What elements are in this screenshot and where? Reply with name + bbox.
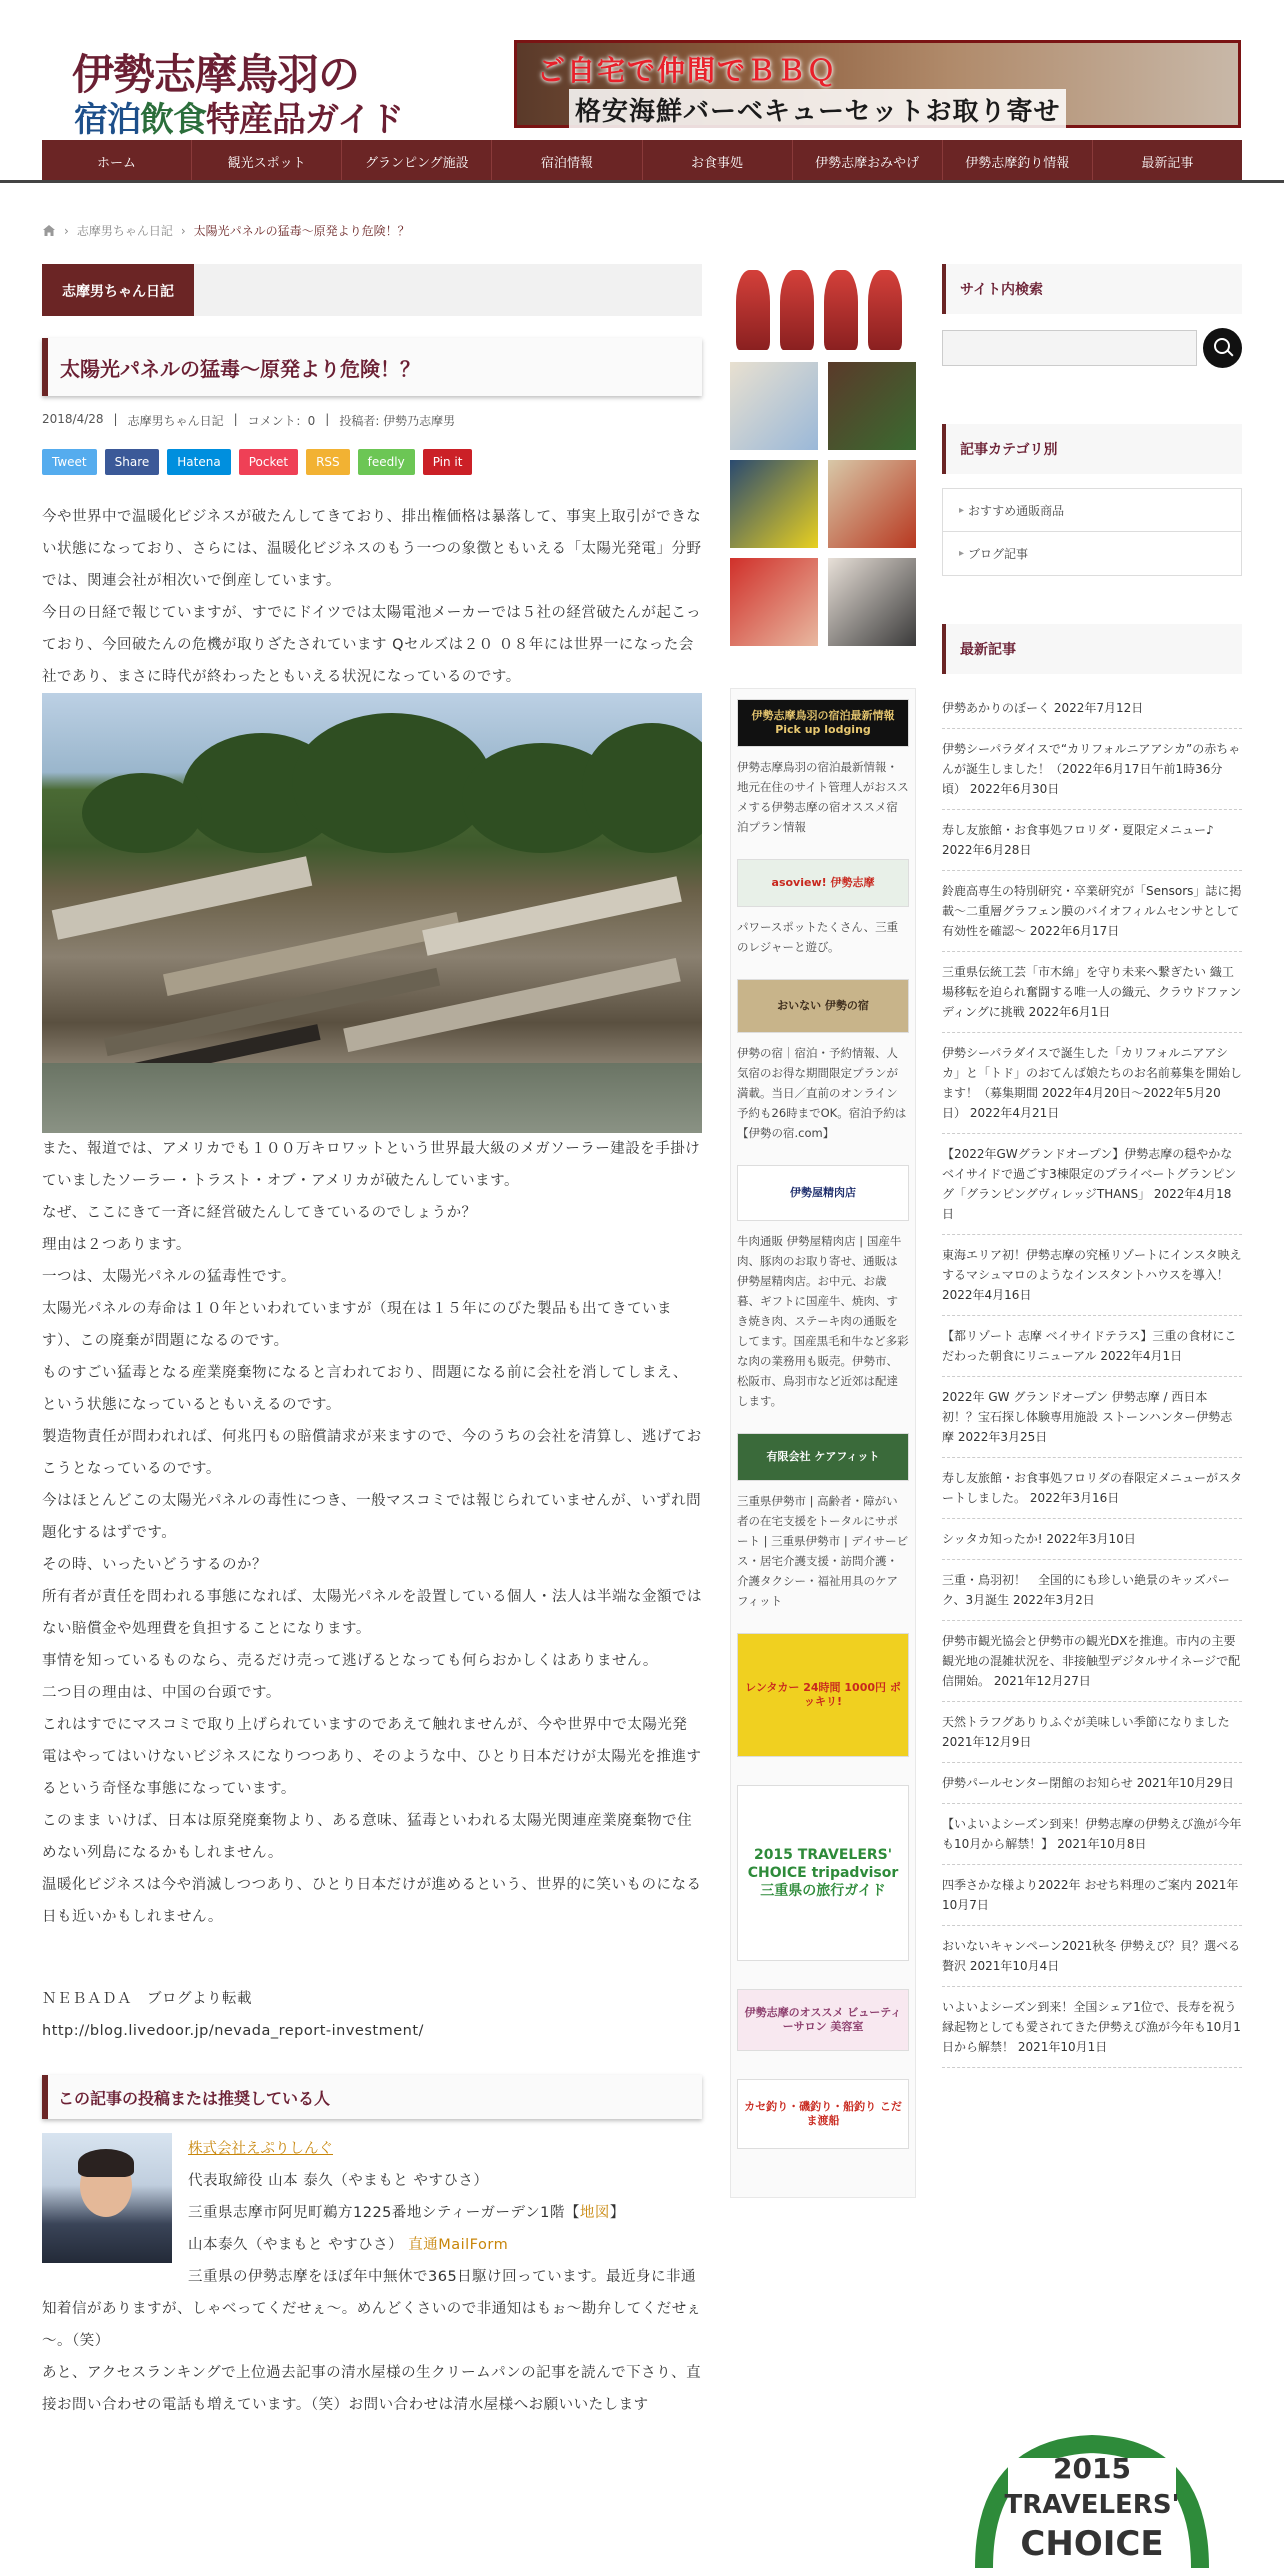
lobster-banner[interactable] <box>730 262 916 352</box>
thumb-5[interactable] <box>730 558 818 646</box>
paragraph: 今はほとんどこの太陽光パネルの毒性につき、一般マスコミでは報じられていませんが、いずれ問題化するはずです。 <box>42 1493 702 1541</box>
author-heading: この記事の投稿または推奨している人 <box>42 2075 702 2119</box>
paragraph: 所有者が責任を問われる事態になれば、太陽光パネルを設置している個人・法人は半端な金額ではない賠償金や処理費を負担することになります。 <box>42 1589 702 1637</box>
nav-latest[interactable]: 最新記事 <box>1141 155 1194 171</box>
breadcrumb <box>42 222 410 239</box>
author-box <box>42 2133 702 2421</box>
paragraph: 今や世界中で温暖化ビジネスが破たんしてきており、排出権価格は暴落して、事実上取引ができない状態になっており、さらには、温暖化ビジネスのもう一つの象徴ともいえる「太陽光発電」分野では、関連会社が相次いで倒産しています。 <box>42 509 702 589</box>
recent-post[interactable]: 伊勢市観光協会と伊勢市の観光DXを推進。市内の主要観光地の混雑状況を、非接触型デジタルサイネージで配信開始。 2021年12月27日 <box>942 1621 1242 1702</box>
ad-description: 伊勢の宿｜宿泊・予約情報、人気宿のお得な期間限定プランが満載。当日／直前のオンライン予約も26時までOK。宿泊予約は【伊勢の宿.com】 <box>737 1046 907 1140</box>
main-nav <box>42 140 1242 182</box>
paragraph: その時、いったいどうするのか？ <box>42 1557 267 1573</box>
recent-post[interactable]: 2022年 GW グランドオープン 伊勢志摩 / 西日本初！？宝石探し体験専用施設 ストーンハンター伊勢志摩 2022年3月25日 <box>942 1377 1242 1458</box>
recent-post[interactable]: 【2022年GWグランドオープン】伊勢志摩の穏やかなベイサイドで過ごす3棟限定のプライベートグランピング「グランピングヴィレッジTHANS」 2022年4月18日 <box>942 1134 1242 1235</box>
nav-glamping[interactable]: グランピング施設 <box>342 140 492 182</box>
ad-banner-3[interactable]: おいない 伊勢の宿 <box>737 979 909 1033</box>
nav-dining[interactable]: お食事処 <box>643 140 793 182</box>
nav-sightseeing[interactable]: 観光スポット <box>192 140 342 182</box>
share-buttons <box>42 449 702 475</box>
breadcrumb-sep: › <box>64 223 69 238</box>
share-button-pin-it[interactable]: Pin it <box>423 449 473 475</box>
nav-divider <box>0 180 1284 183</box>
recent-post[interactable]: 四季さかな様より2022年 おせち料理のご案内 2021年10月7日 <box>942 1865 1242 1926</box>
recent-post[interactable]: 天然トラフグありりふぐが美味しい季節になりました 2021年12月9日 <box>942 1702 1242 1763</box>
ad-list <box>730 688 916 2198</box>
category-label[interactable]: 志摩男ちゃん日記 <box>42 264 194 316</box>
site-header <box>0 0 1284 138</box>
ad-banner-7[interactable]: 2015 TRAVELERS' CHOICE tripadvisor 三重県の旅行ガイド <box>737 1785 909 1961</box>
article-photo <box>42 693 702 1133</box>
caret-icon: ▸ <box>959 504 965 516</box>
logo-line2: 宿泊飲食特産品ガイド <box>74 100 403 140</box>
category-header <box>42 264 702 316</box>
share-button-share[interactable]: Share <box>105 449 160 475</box>
trip-choice: CHOICE <box>1020 2524 1164 2564</box>
thumb-4[interactable] <box>828 460 916 548</box>
article-body-top <box>42 501 702 693</box>
search-input[interactable] <box>942 330 1197 366</box>
mailform-link[interactable]: 直通MailForm <box>408 2237 509 2253</box>
recent-post[interactable]: シッタカ知ったか! 2022年3月10日 <box>942 1519 1242 1560</box>
tripadvisor-badge[interactable] <box>944 2428 1240 2568</box>
right-sidebar <box>942 264 1242 2068</box>
recent-heading: 最新記事 <box>942 624 1242 674</box>
paragraph: 温暖化ビジネスは今や消滅しつつあり、ひとり日本だけが進めるという、世界的に笑いものになる日も近いかもしれません。 <box>42 1877 702 1925</box>
ad-description: パワースポットたくさん、三重のレジャーと遊び。 <box>737 920 899 954</box>
author-name-line: 山本泰久（やまもと やすひさ） 直通MailForm <box>188 2237 509 2253</box>
search-heading: サイト内検索 <box>942 264 1242 314</box>
paragraph: 今日の日経で報じていますが、すでにドイツでは太陽電池メーカーでは５社の経営破たんが起こっており、今回破たんの危機が取りざたされています Qセルズは２０ ０８年には世界一になった会社であり、まさに時代が終わったともいえる状況になっているのです。 <box>42 605 702 685</box>
article-body-bottom <box>42 1133 702 1933</box>
ad-column-top <box>730 262 916 646</box>
paragraph: 製造物責任が問われれば、何兆円もの賠償請求が来ますので、今のうちの会社を清算し、逃げておこうとなっているのです。 <box>42 1429 702 1477</box>
ad-banner-5[interactable]: 有限会社 ケアフィット <box>737 1433 909 1481</box>
category-item[interactable] <box>942 532 1242 576</box>
ad-banner-2[interactable]: asoview! 伊勢志摩 <box>737 859 909 907</box>
trip-travelers: TRAVELERS' <box>1004 2490 1180 2520</box>
paragraph: 二つ目の理由は、中国の台頭です。 <box>42 1685 281 1701</box>
breadcrumb-current: 太陽光パネルの猛毒～原発より危険！？ <box>193 224 410 238</box>
nav-home[interactable]: ホーム <box>42 140 192 182</box>
paragraph: 太陽光パネルの寿命は１０年といわれていますが（現在は１５年にのびた製品も出てきています）、この廃棄が問題になるのです。 <box>42 1301 672 1349</box>
nav-lodging[interactable]: 宿泊情報 <box>492 140 642 182</box>
paragraph: これはすでにマスコミで取り上げられていますのであえて触れませんが、今や世界中で太陽光発電はやってはいけないビジネスになりつつあり、そのような中、ひとり日本だけが太陽光を推進するという奇怪な事態になっています。 <box>42 1717 702 1797</box>
post-author: 投稿者: 伊勢乃志摩男 <box>339 414 456 428</box>
search-box <box>942 328 1242 368</box>
search-button[interactable] <box>1203 328 1242 368</box>
share-button-tweet[interactable]: Tweet <box>42 449 97 475</box>
author-bio-2: あと、アクセスランキングで上位過去記事の清水屋様の生クリームパンの記事を読んで下さり、直接お問い合わせの電話も増えています。（笑）お問い合わせは清水屋様へお願いいたします <box>42 2365 702 2413</box>
ad-banner-1[interactable]: 伊勢志摩鳥羽の宿泊最新情報 Pick up lodging <box>737 699 909 747</box>
site-logo[interactable] <box>72 42 403 142</box>
bbq-banner[interactable] <box>514 40 1241 128</box>
recent-post[interactable]: 三重・鳥羽初！ 全国的にも珍しい絶景のキッズパーク、3月誕生 2022年3月2日 <box>942 1560 1242 1621</box>
recent-post[interactable]: 三重県伝統工芸「市木綿」を守り未来へ繋ぎたい 織工場移転を迫られ奮闘する唯一人の織元、クラウドファンディングに挑戦 2022年6月1日 <box>942 952 1242 1033</box>
author-address: 三重県志摩市阿児町鵜方1225番地シティーガーデン1階【地図】 <box>188 2205 625 2221</box>
category-item-label: ブログ記事 <box>968 547 1029 561</box>
thumb-6[interactable] <box>828 558 916 646</box>
recent-post[interactable]: いよいよシーズン到来！全国シェア1位で、長寿を祝う縁起物としても愛されてきた伊勢えび漁が今年も10月1日から解禁！ 2021年10月1日 <box>942 1987 1242 2068</box>
category-item-label: おすすめ通販商品 <box>968 503 1065 518</box>
ad-description: 三重県伊勢市 | 高齢者・障がい者の在宅支援をトータルにサポート | 三重県伊勢市 | デイサービス・居宅介護支援・訪問介護・介護タクシー・福祉用具のケアフィット <box>737 1494 909 1608</box>
recent-post[interactable]: 東海エリア初！伊勢志摩の究極リゾートにインスタ映えするマシュマロのようなインスタントハウスを導入！ 2022年4月16日 <box>942 1235 1242 1316</box>
share-button-hatena[interactable]: Hatena <box>167 449 230 475</box>
thumb-1[interactable] <box>730 362 818 450</box>
paragraph: なぜ、ここにきて一斉に経営破たんしてきているのでしょうか？ <box>42 1205 477 1221</box>
nav-souvenirs[interactable]: 伊勢志摩おみやげ <box>793 140 943 182</box>
paragraph: 理由は２つあります。 <box>42 1237 191 1253</box>
banner-subline: 格安海鮮バーベキューセットお取り寄せ <box>569 89 1066 130</box>
breadcrumb-category[interactable]: 志摩男ちゃん日記 <box>76 224 173 238</box>
recent-post[interactable]: 伊勢シーパラダイスで誕生した「カリフォルニアアシカ」と「トド」のおてんば娘たちのお名前募集を開始します！（募集期間 2022年4月20日～2022年5月20日） 2022年4月21日 <box>942 1033 1242 1134</box>
post-category[interactable]: 志摩男ちゃん日記 <box>127 414 224 428</box>
author-company[interactable]: 株式会社えぷりしんぐ <box>188 2141 333 2157</box>
category-heading: 記事カテゴリ別 <box>942 424 1242 474</box>
recent-post[interactable]: 伊勢パールセンター閉館のお知らせ 2021年10月29日 <box>942 1763 1242 1804</box>
banner-headline: ご自宅で仲間でＢＢＱ <box>537 54 838 87</box>
source-line: ＮＥＢＡＤＡ ブログより転載 <box>42 1991 252 2007</box>
article-meta: 2018/4/28 | 志摩男ちゃん日記 | コメント：0 | 投稿者: 伊勢乃志摩男 <box>42 412 456 428</box>
recent-post[interactable]: おいないキャンペーン2021秋冬 伊勢えび？貝？選べる贅沢 2021年10月4日 <box>942 1926 1242 1987</box>
source-credit <box>42 1983 702 2047</box>
share-button-rss[interactable]: RSS <box>306 449 350 475</box>
share-button-feedly[interactable]: feedly <box>358 449 415 475</box>
paragraph: また、報道では、アメリカでも１００万キロワットという世界最大級のメガソーラー建設を手掛けていましたソーラー・トラスト・オブ・アメリカが破たんしています。 <box>42 1141 701 1189</box>
thumb-grid <box>730 362 916 646</box>
breadcrumb-sep: › <box>180 223 186 238</box>
category-item[interactable] <box>942 488 1242 532</box>
recent-post[interactable]: 【都リゾート 志摩 ベイサイドテラス】三重の食材にこだわった朝食にリニューアル 2022年4月1日 <box>942 1316 1242 1377</box>
recent-post[interactable]: 【いよいよシーズン到来！伊勢志摩の伊勢えび漁が今年も10月から解禁！】 2021年10月8日 <box>942 1804 1242 1865</box>
recent-post[interactable]: 寿し友旅館・お食事処フロリダの春限定メニューがスタートしました。 2022年3月16日 <box>942 1458 1242 1519</box>
share-button-pocket[interactable]: Pocket <box>239 449 298 475</box>
category-list <box>942 488 1242 576</box>
map-link[interactable]: 地図 <box>579 2205 610 2221</box>
source-url[interactable]: http://blog.livedoor.jp/nevada_report-investment/ <box>42 2023 424 2039</box>
paragraph: 事情を知っているものなら、売るだけ売って逃げるとなっても何らおかしくはありません。 <box>42 1653 658 1669</box>
post-date: 2018/4/28 <box>42 412 104 426</box>
caret-icon: ▸ <box>959 548 965 559</box>
trip-year: 2015 <box>1053 2452 1131 2485</box>
recent-post[interactable]: 鈴鹿高専生の特別研究・卒業研究が「Sensors」誌に掲載～二重層グラフェン膜のバイオフィルムセンサとして有効性を確認～ 2022年6月17日 <box>942 871 1242 952</box>
ad-banner-6[interactable]: レンタカー 24時間 1000円 ポッキリ! <box>737 1633 909 1757</box>
paragraph: 一つは、太陽光パネルの猛毒性です。 <box>42 1269 296 1285</box>
recent-post[interactable]: 伊勢あかりのぼーく 2022年7月12日 <box>942 688 1242 729</box>
recent-post[interactable]: 伊勢シーパラダイスで“カリフォルニアアシカ”の赤ちゃんが誕生しました！（2022年6月17日午前1時36分頃） 2022年6月30日 <box>942 729 1242 810</box>
ad-banner-8[interactable]: 伊勢志摩のオススメ ビューティーサロン 美容室 <box>737 1989 909 2051</box>
thumb-2[interactable] <box>828 362 916 450</box>
avatar <box>42 2133 172 2263</box>
recent-posts <box>942 688 1242 2068</box>
article-title: 太陽光パネルの猛毒～原発より危険！？ <box>42 338 702 396</box>
ad-description: 伊勢志摩鳥羽の宿泊最新情報・地元在住のサイト管理人がおススメする伊勢志摩の宿オススメ宿泊プラン情報 <box>737 760 909 834</box>
thumb-3[interactable] <box>730 460 818 548</box>
ad-banner-4[interactable]: 伊勢屋精肉店 <box>737 1165 909 1221</box>
ad-description: 牛肉通販 伊勢屋精肉店 | 国産牛肉、豚肉のお取り寄せ、通販は伊勢屋精肉店。お中元、お歳暮、ギフトに国産牛、焼肉、すき焼き肉、ステーキ肉の通販をしてます。国産黒毛和牛など多彩な肉の業務用も販売。伊勢市、松阪市、鳥羽市など近郊は配達します。 <box>737 1234 909 1408</box>
comment-count[interactable]: コメント：0 <box>247 414 316 428</box>
nav-fishing[interactable]: 伊勢志摩釣り情報 <box>943 140 1093 182</box>
paragraph: ものすごい猛毒となる産業廃棄物になると言われており、問題になる前に会社を消してしまえ、という状態になっているともいえるのです。 <box>42 1365 688 1413</box>
home-icon[interactable] <box>42 224 56 237</box>
author-rep: 代表取締役 山本 泰久（やまもと やすひさ） <box>188 2173 489 2189</box>
recent-post[interactable]: 寿し友旅館・お食事処フロリダ・夏限定メニュー♪ 2022年6月28日 <box>942 810 1242 871</box>
ad-banner-9[interactable]: カセ釣り・磯釣り・船釣り こだま渡船 <box>737 2079 909 2149</box>
logo-line1: 伊勢志摩鳥羽の <box>72 50 360 99</box>
paragraph: このまま いけば、日本は原発廃棄物より、ある意味、猛毒といわれる太陽光関連産業廃棄物で住めない列島になるかもしれません。 <box>42 1813 693 1861</box>
author-bio: 三重県の伊勢志摩をほぼ年中無休で365日駆け回っています。最近身に非通知着信がありますが、しゃべってくだせぇ～。めんどくさいので非通知はもぉ～勘弁してくだせぇ～。（笑） <box>42 2269 702 2349</box>
article-column <box>42 264 702 2421</box>
